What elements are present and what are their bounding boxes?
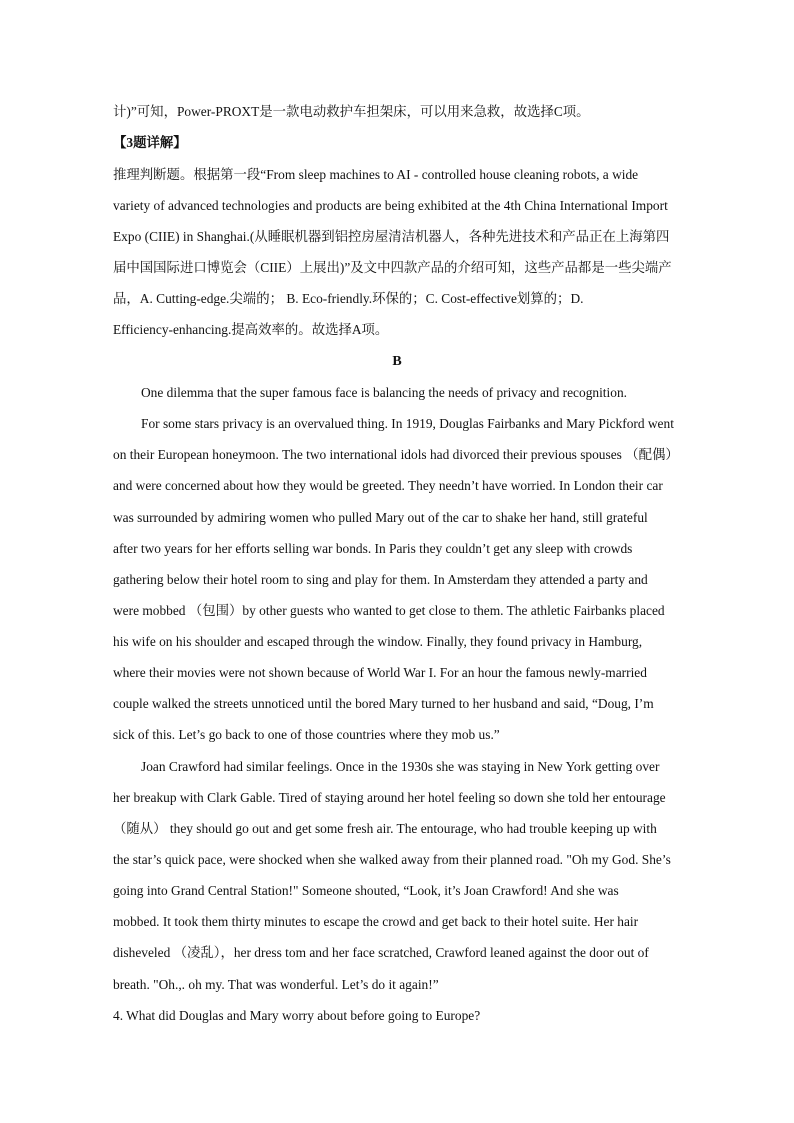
q3-explanation-line: Efficiency-enhancing.提高效率的。故选择A项。 [113,322,389,337]
q3-explanation-line: 推理判断题。根据第一段“From sleep machines to AI - controlled house cleaning robots, a wide [113,167,639,182]
question-4: 4. What did Douglas and Mary worry about before going to Europe? [113,1008,481,1023]
q3-explanation-line: 届中国国际进口博览会（CIIE）上展出)”及文中四款产品的介绍可知，这些产品都是一些尖端产 [113,260,672,275]
passage-line: and were concerned about how they would be greeted. They needn’t have worried. In London their car [113,478,663,493]
passage-line: disheveled （凌乱），her dress tom and her face scratched, Crawford leaned against the door out of [113,945,649,960]
section-label: B [392,354,402,369]
passage-line: breath. "Oh.,. oh my. That was wonderful. Let’s do it again!” [113,977,439,992]
passage-line: on their European honeymoon. The two international idols had divorced their previous spouses （配偶） [113,447,679,462]
passage-line: his wife on his shoulder and escaped through the window. Finally, they found privacy in Hamburg, [113,634,643,649]
passage-line: after two years for her efforts selling war bonds. In Paris they couldn’t get any sleep with crowds [113,541,633,556]
passage-line: her breakup with Clark Gable. Tired of staying around her hotel feeling so down she told her entourage [113,790,666,805]
passage-line: （随从） they should go out and get some fresh air. The entourage, who had trouble keeping up with [113,821,657,836]
passage-line: going into Grand Central Station!" Someone shouted, “Look, it’s Joan Crawford! And she was [113,883,619,898]
passage-line: couple walked the streets unnoticed until the bored Mary turned to her husband and said, “Doug, I’m [113,696,654,711]
q3-heading: 【3题详解】 [113,135,187,150]
q3-explanation-line: Expo (CIIE) in Shanghai.(从睡眠机器到铝控房屋清洁机器人，各种先进技术和产品正在上海第四 [113,229,670,244]
passage-line: sick of this. Let’s go back to one of those countries where they mob us.” [113,727,500,742]
passage-line: were mobbed （包围）by other guests who wanted to get close to them. The athletic Fairbanks placed [113,603,665,618]
passage-line: Joan Crawford had similar feelings. Once in the 1930s she was staying in New York getting over [141,759,660,774]
passage-line: For some stars privacy is an overvalued thing. In 1919, Douglas Fairbanks and Mary Pickford went [141,416,674,431]
passage-line: was surrounded by admiring women who pulled Mary out of the car to shake her hand, still grateful [113,510,648,525]
q3-explanation-line: variety of advanced technologies and products are being exhibited at the 4th China International Import [113,198,668,213]
q3-explanation-line: 品，A. Cutting-edge.尖端的； B. Eco-friendly.环保的；C. Cost-effective划算的；D. [113,291,584,306]
passage-line: mobbed. It took them thirty minutes to escape the crowd and get back to their hotel suite. Her hair [113,914,639,929]
passage-line: One dilemma that the super famous face is balancing the needs of privacy and recognition. [141,385,627,400]
answer-tail-text: 计)”可知，Power-PROXT是一款电动救护车担架床，可以用来急救，故选择C项。 [113,104,590,119]
passage-line: the star’s quick pace, were shocked when she walked away from their planned road. "Oh my God. She’s [113,852,671,867]
passage-line: gathering below their hotel room to sing and play for them. In Amsterdam they attended a party and [113,572,648,587]
passage-line: where their movies were not shown because of World War I. For an hour the famous newly-married [113,665,647,680]
